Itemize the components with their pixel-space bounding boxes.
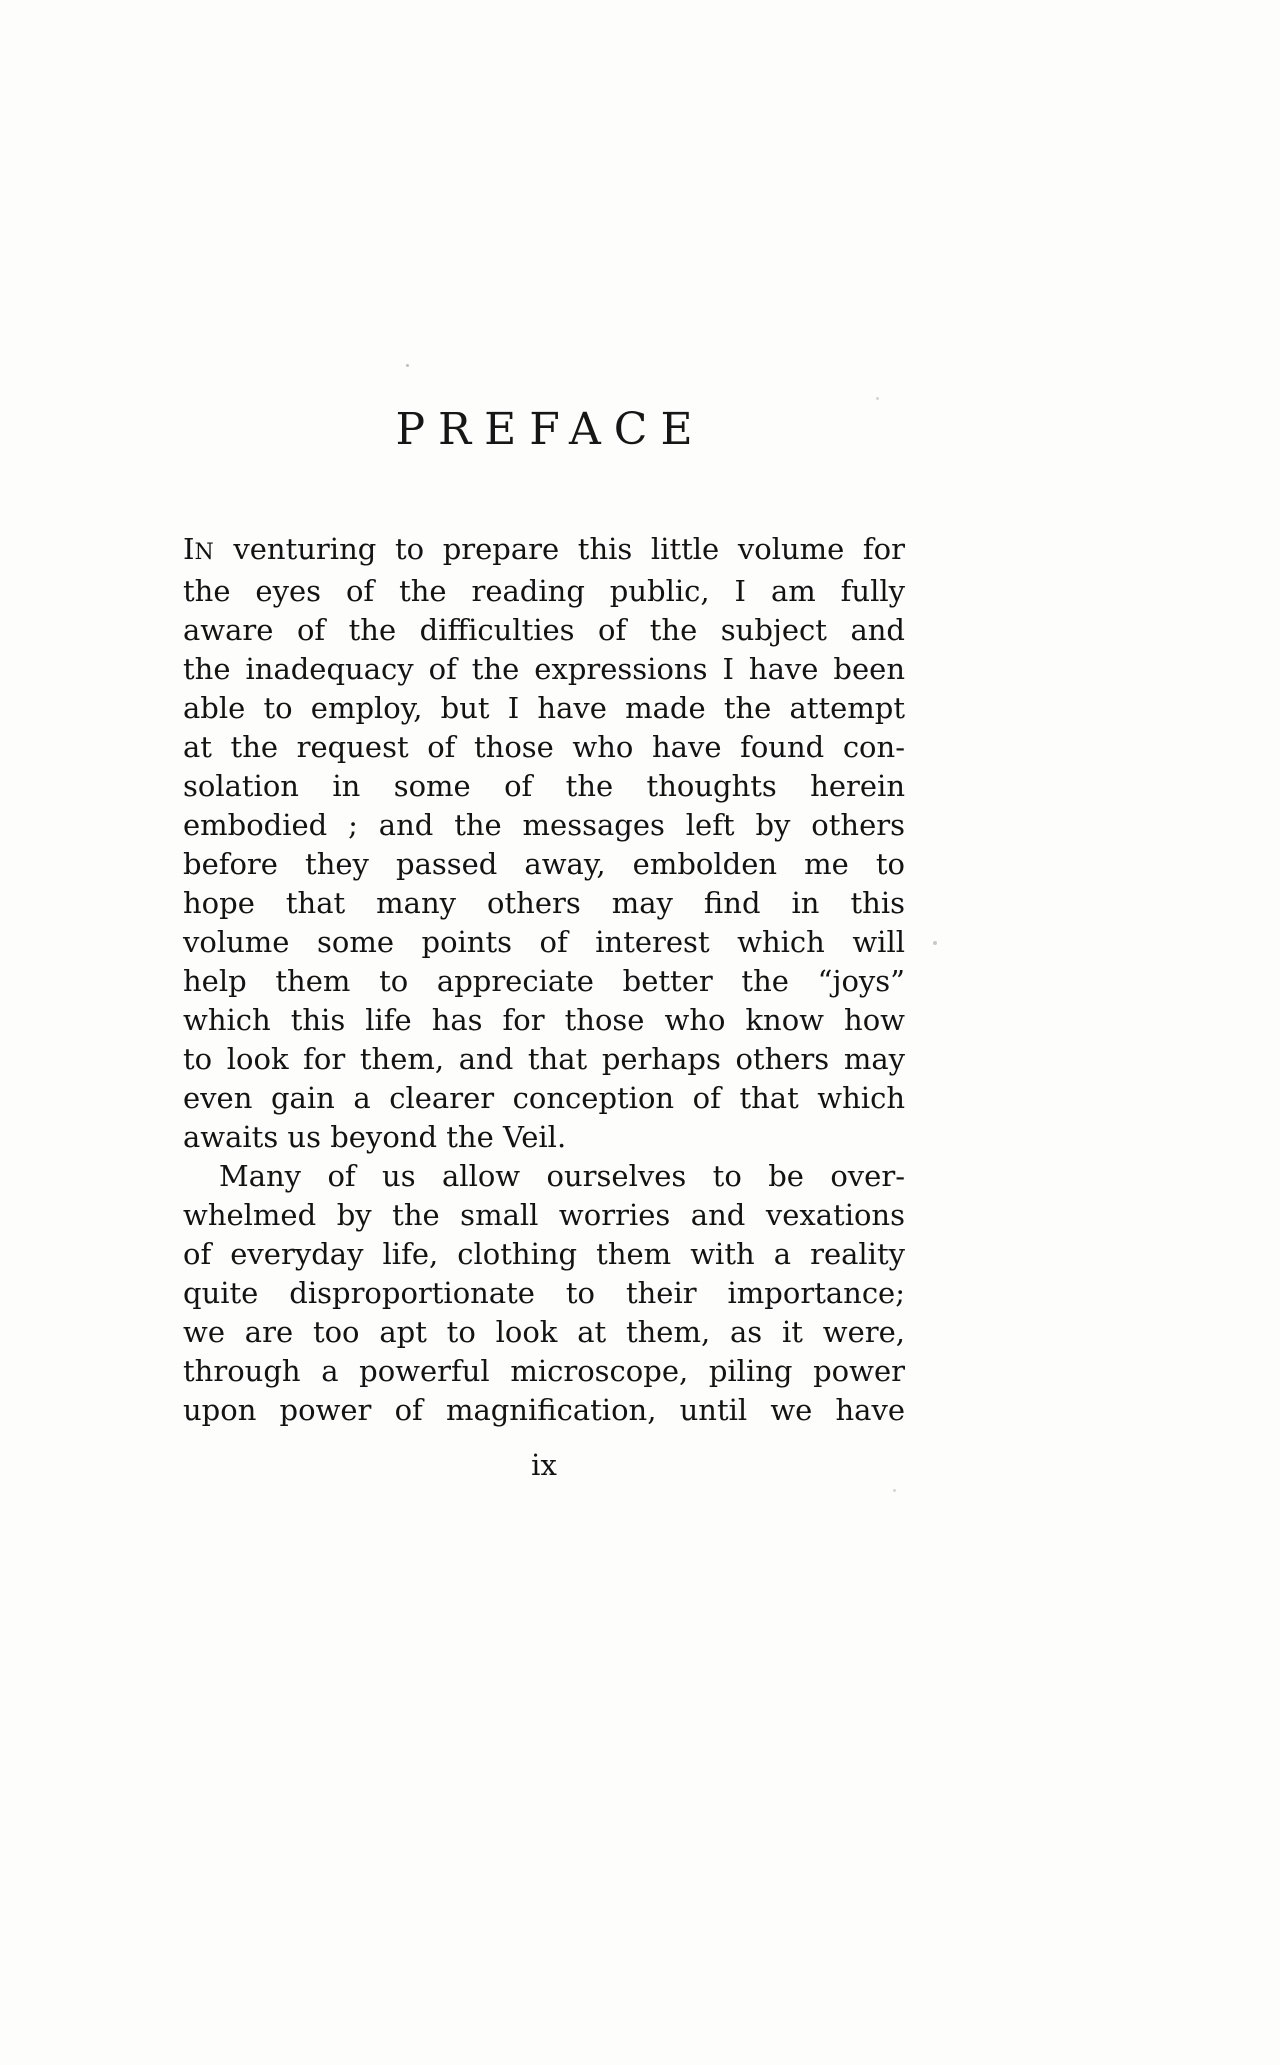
text-line: at the request of those who have found con-: [183, 730, 905, 764]
text-line: the eyes of the reading public, I am fully: [183, 574, 905, 608]
text-line: whelmed by the small worries and vexations: [183, 1198, 905, 1232]
text-line: able to employ, but I have made the attempt: [183, 691, 905, 725]
text-line: hope that many others may find in this: [183, 886, 905, 920]
scan-speck: [893, 1489, 896, 1492]
scan-speck: [406, 364, 409, 367]
text-line: help them to appreciate better the “joys”: [183, 964, 905, 998]
text-line: Many of us allow ourselves to be over-: [219, 1159, 905, 1193]
scan-speck: [933, 941, 937, 945]
text-line: the inadequacy of the expressions I have been: [183, 652, 905, 686]
text-run: I: [183, 532, 195, 566]
page-number: ix: [531, 1448, 557, 1482]
text-line: aware of the difficulties of the subject and: [183, 613, 905, 647]
text-line: of everyday life, clothing them with a reality: [183, 1237, 905, 1271]
text-line: which this life has for those who know how: [183, 1003, 905, 1037]
text-line: we are too apt to look at them, as it were,: [183, 1315, 905, 1349]
text-line: volume some points of interest which will: [183, 925, 905, 959]
text-line: embodied ; and the messages left by others: [183, 808, 905, 842]
text-line: through a powerful microscope, piling power: [183, 1354, 905, 1388]
small-cap-text: N: [194, 540, 215, 565]
text-line: to look for them, and that perhaps others may: [183, 1042, 905, 1076]
page-body-text: [183, 530, 905, 1430]
scan-speck: [876, 397, 879, 400]
page-title: PREFACE: [395, 404, 706, 455]
text-line: even gain a clearer conception of that which: [183, 1081, 905, 1115]
text-run: venturing to prepare this little volume for: [214, 532, 905, 566]
text-line: quite disproportionate to their importance;: [183, 1276, 905, 1310]
paragraph: [183, 530, 905, 1157]
text-line: [183, 530, 905, 572]
text-line: solation in some of the thoughts herein: [183, 769, 905, 803]
text-line: before they passed away, embolden me to: [183, 847, 905, 881]
text-line: awaits us beyond the Veil.: [183, 1120, 567, 1154]
paragraph: [183, 1157, 905, 1430]
text-line: upon power of magnification, until we have: [183, 1393, 905, 1427]
